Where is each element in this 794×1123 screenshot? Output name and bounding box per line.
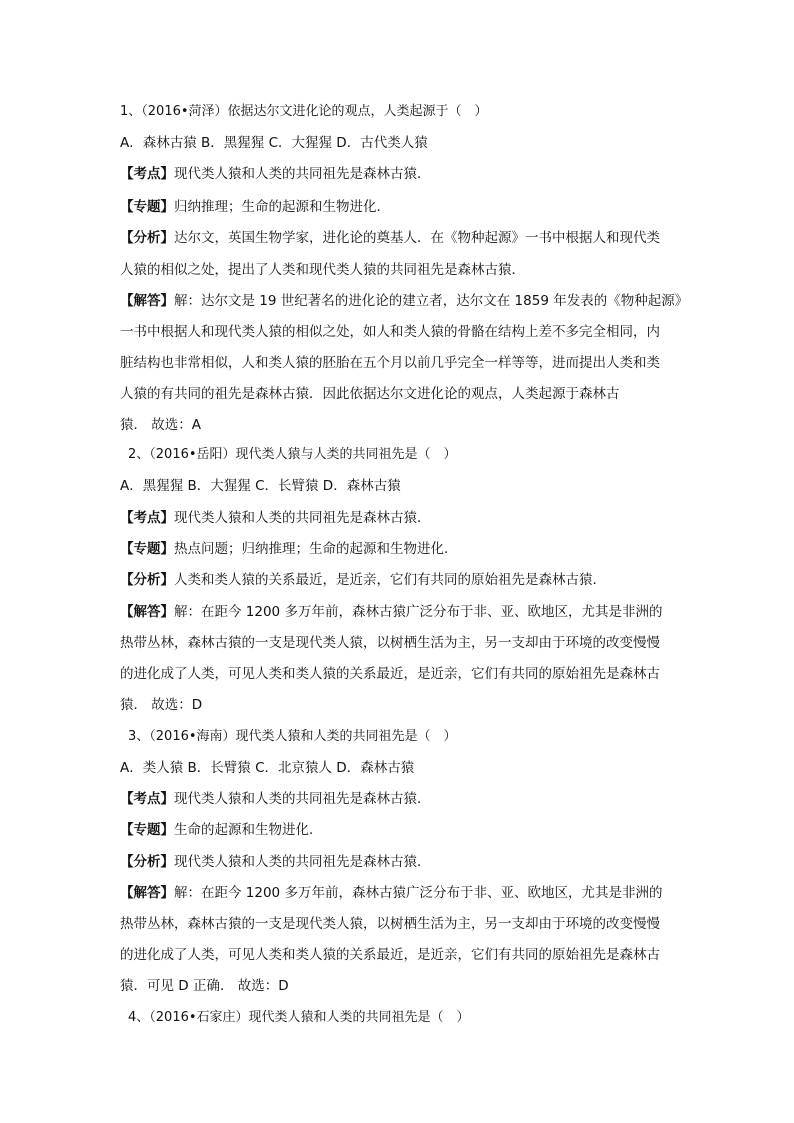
question-1-jieda-cont: 猿． 故选：A	[120, 417, 202, 433]
jieda-label: 【解答】	[120, 885, 174, 901]
zhuanti-text: 生命的起源和生物进化．	[174, 822, 323, 838]
kaodian-text: 现代类人猿和人类的共同祖先是森林古猿．	[174, 791, 431, 807]
question-3-fenxi	[120, 852, 431, 872]
question-2-jieda-cont: 热带丛林，森林古猿的一支是现代类人猿，以树栖生活为主，另一支却由于环境的改变慢慢	[120, 635, 660, 651]
question-2-kaodian	[120, 508, 431, 528]
question-2-fenxi	[120, 570, 606, 590]
fenxi-label: 【分析】	[120, 230, 174, 246]
kaodian-label: 【考点】	[120, 791, 174, 807]
fenxi-text: 现代类人猿和人类的共同祖先是森林古猿．	[174, 854, 431, 870]
fenxi-label: 【分析】	[120, 572, 174, 588]
question-3-options: A．类人猿 B．长臂猿 C．北京猿人 D．森林古猿	[120, 760, 415, 776]
jieda-text: 解：在距今 1200 多万年前，森林古猿广泛分布于非、亚、欧地区，尤其是非洲的	[174, 885, 663, 901]
question-2-jieda	[120, 602, 662, 622]
fenxi-text: 达尔文，英国生物学家，进化论的奠基人．在《物种起源》一书中根据人和现代类	[174, 230, 660, 246]
question-2-jieda-cont: 的进化成了人类，可见人类和类人猿的关系最近，是近亲，它们有共同的原始祖先是森林古	[120, 666, 660, 682]
question-4-stem: 4、（2016•石家庄）现代类人猿和人类的共同祖先是（ ）	[128, 1010, 470, 1025]
question-3-jieda	[120, 883, 662, 903]
question-1-jieda	[120, 291, 688, 311]
question-1-jieda-cont: 一书中根据人和现代类人猿的相似之处，如人和类人猿的骨骼在结构上差不多完全相同，内	[120, 324, 660, 340]
question-2-zhuanti	[120, 539, 458, 559]
question-3-stem: 3、（2016•海南）现代类人猿和人类的共同祖先是（ ）	[128, 729, 457, 744]
fenxi-label: 【分析】	[120, 854, 174, 870]
question-3-zhuanti	[120, 820, 323, 840]
question-2-stem: 2、（2016•岳阳）现代类人猿与人类的共同祖先是（ ）	[128, 447, 457, 462]
fenxi-text: 人类和类人猿的关系最近，是近亲，它们有共同的原始祖先是森林古猿．	[174, 572, 606, 588]
zhuanti-text: 热点问题；归纳推理；生命的起源和生物进化．	[174, 541, 458, 557]
jieda-label: 【解答】	[120, 293, 174, 309]
question-3-jieda-cont: 的进化成了人类，可见人类和类人猿的关系最近，是近亲，它们有共同的原始祖先是森林古	[120, 947, 660, 963]
zhuanti-label: 【专题】	[120, 199, 174, 215]
question-1-stem: 1、（2016•菏泽）依据达尔文进化论的观点，人类起源于（ ）	[120, 104, 488, 119]
question-2-jieda-cont: 猿． 故选：D	[120, 697, 203, 713]
question-3-jieda-cont: 热带丛林，森林古猿的一支是现代类人猿，以树栖生活为主，另一支却由于环境的改变慢慢	[120, 916, 660, 932]
zhuanti-label: 【专题】	[120, 541, 174, 557]
kaodian-label: 【考点】	[120, 510, 174, 526]
kaodian-text: 现代类人猿和人类的共同祖先是森林古猿．	[174, 166, 431, 182]
question-1-jieda-cont: 人猿的有共同的祖先是森林古猿．因此依据达尔文进化论的观点，人类起源于森林古	[120, 386, 620, 402]
question-1-fenxi	[120, 228, 660, 248]
jieda-text: 解：在距今 1200 多万年前，森林古猿广泛分布于非、亚、欧地区，尤其是非洲的	[174, 604, 663, 620]
question-1-kaodian	[120, 164, 431, 184]
question-1-jieda-cont: 脏结构也非常相似，人和类人猿的胚胎在五个月以前几乎完全一样等等，进而提出人类和类	[120, 355, 660, 371]
question-3-jieda-cont: 猿．可见 D 正确． 故选：D	[120, 978, 289, 994]
question-2-options: A．黑猩猩 B．大猩猩 C．长臂猿 D．森林古猿	[120, 478, 401, 494]
question-1-fenxi-cont: 人猿的相似之处，提出了人类和现代类人猿的共同祖先是森林古猿．	[120, 262, 525, 278]
question-1-options: A．森林古猿 B．黑猩猩 C．大猩猩 D．古代类人猿	[120, 135, 428, 151]
jieda-text: 解：达尔文是 19 世纪著名的进化论的建立者，达尔文在 1859 年发表的《物种起源》	[174, 293, 689, 309]
kaodian-text: 现代类人猿和人类的共同祖先是森林古猿．	[174, 510, 431, 526]
kaodian-label: 【考点】	[120, 166, 174, 182]
question-1-zhuanti	[120, 197, 390, 217]
jieda-label: 【解答】	[120, 604, 174, 620]
zhuanti-text: 归纳推理；生命的起源和生物进化．	[174, 199, 390, 215]
zhuanti-label: 【专题】	[120, 822, 174, 838]
question-3-kaodian	[120, 789, 431, 809]
